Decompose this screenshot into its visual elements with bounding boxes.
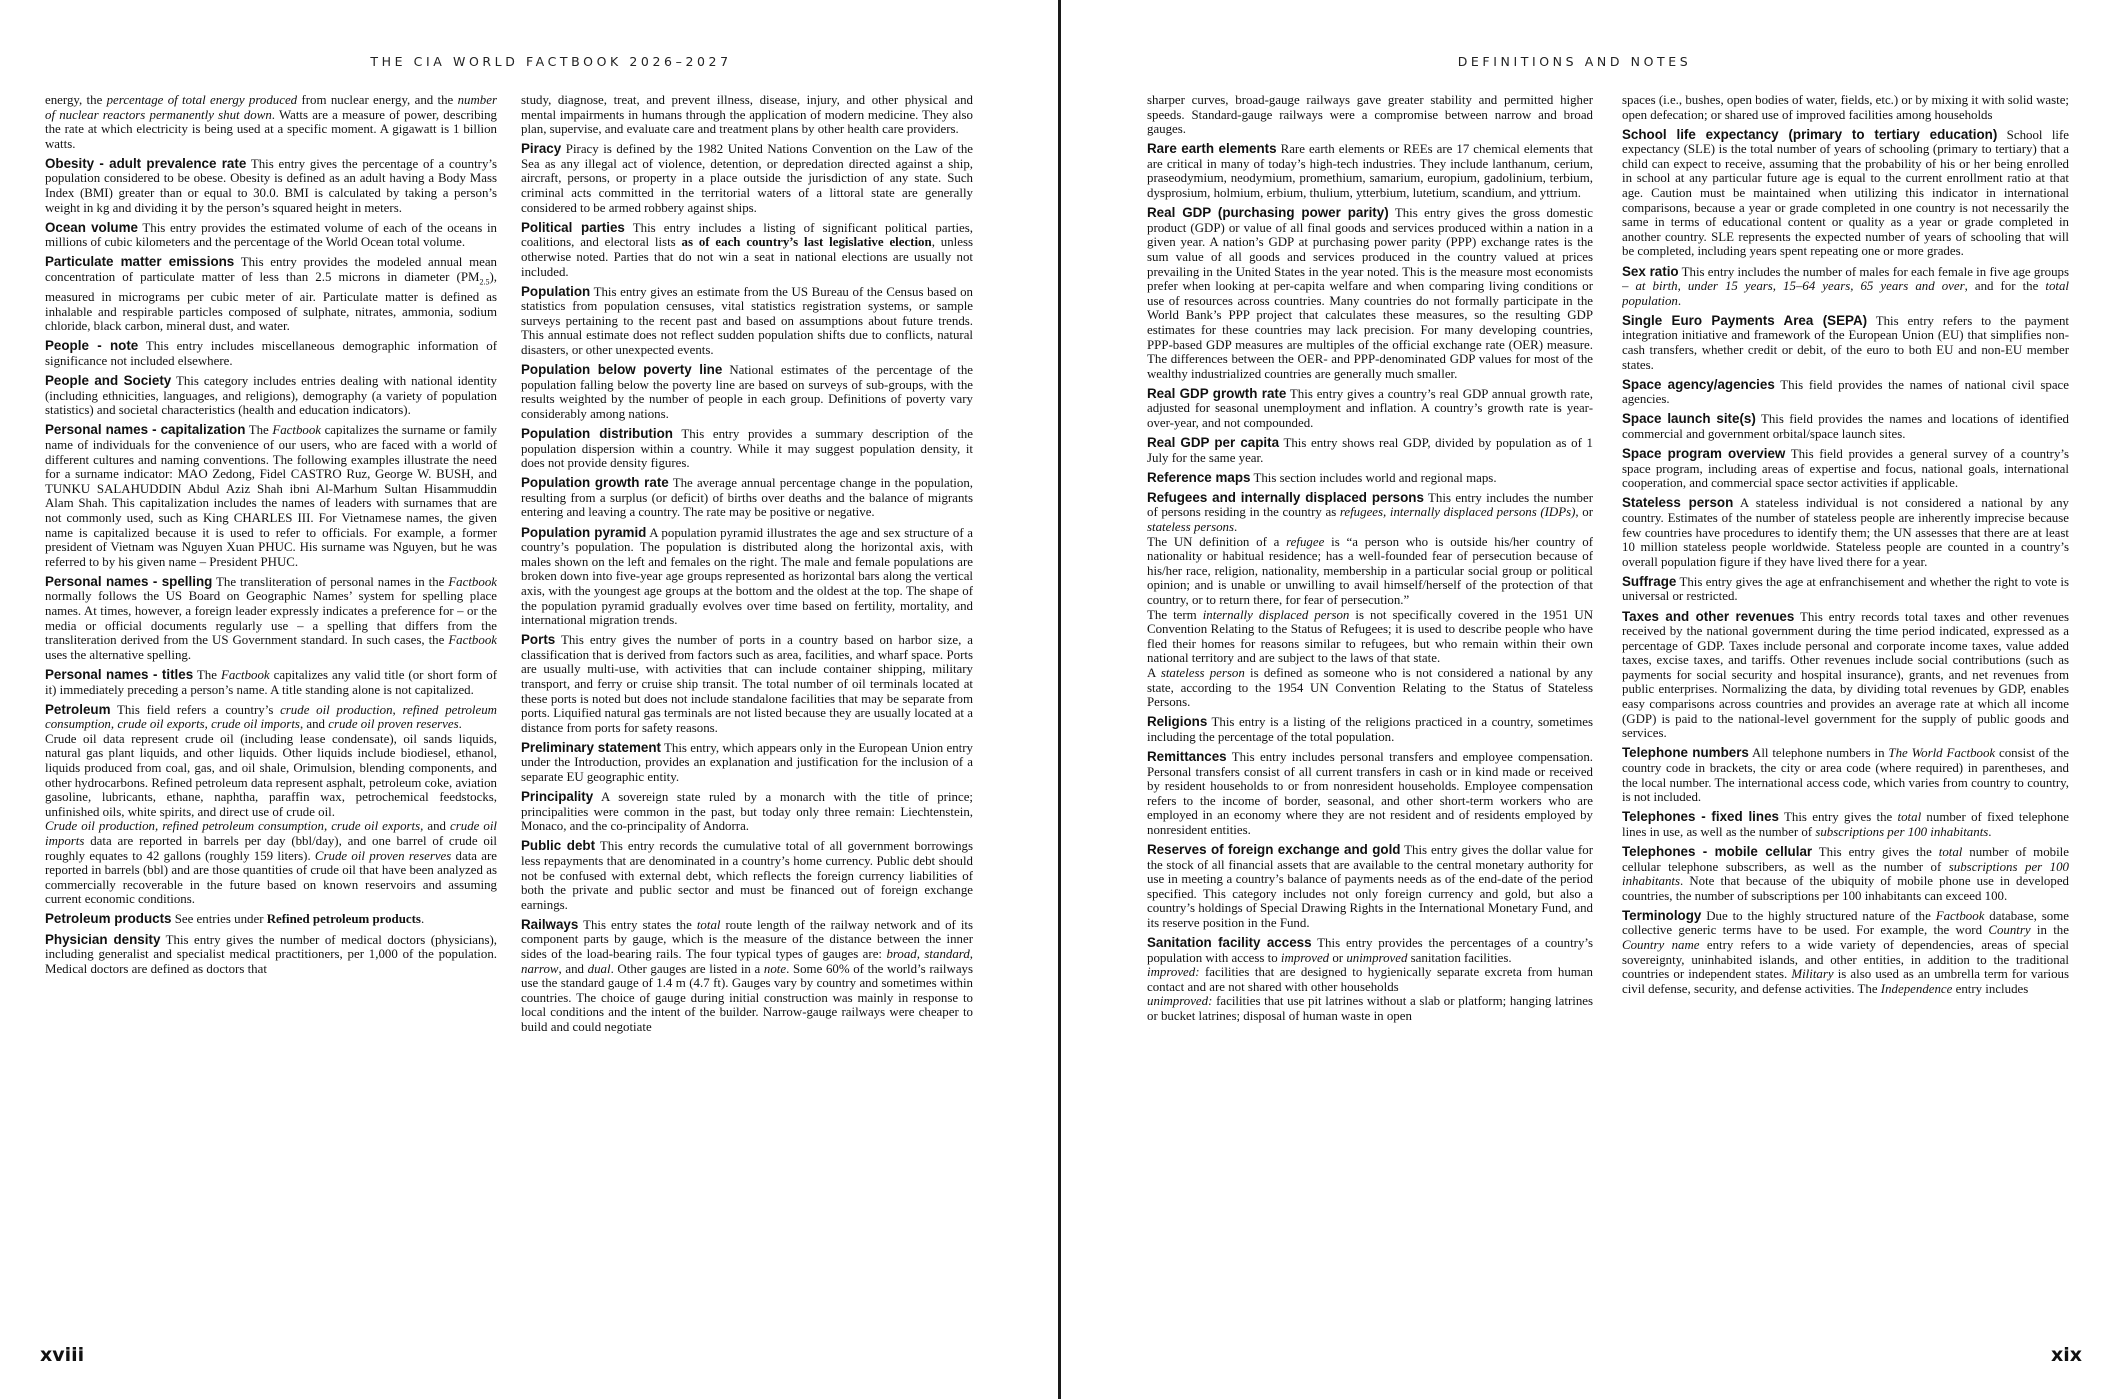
- glossary-entry: [521, 633, 973, 735]
- entry-subparagraph: Crude oil data represent crude oil (including lease condensate), oil sands liquids, natural gas plant liquids, and other liquids. Other liquids include biodiesel, ethanol, liquids produced from coal, gas, and oil shale, Orimulsion, blending components, and other hydrocarbons. Refined petroleum data represent asphalt, petroleum coke, aviation gasoline, lubricants, ethane, naphtha, paraffin wax, petrochemical feedstocks, unfinished oils, white spirits, and direct use of crude oil.: [45, 731, 497, 819]
- entry-term: Physician density: [45, 931, 161, 947]
- glossary-continuation: [1622, 93, 2069, 122]
- left-column-1: [45, 93, 497, 1315]
- entry-definition: This entry gives the percentage of a country’s population considered to be obese. Obesity is defined as an adult having a Body Mass Index (BMI) greater than or equal to 30.0. BMI is calculated by taking a person’s weight in kg and dividing it by the person’s squared height in meters.: [45, 156, 497, 215]
- entry-definition: This entry includes the number of persons residing in the country as refugees, internally displaced persons (IDPs), or stateless persons.: [1147, 490, 1593, 535]
- glossary-entry: [521, 363, 973, 421]
- glossary-entry: [45, 221, 497, 250]
- left-page: [0, 0, 1058, 1399]
- entry-term: Rare earth elements: [1147, 141, 1277, 157]
- glossary-entry: [521, 790, 973, 834]
- page-number-left: xviii: [40, 1344, 85, 1366]
- entry-term: Reference maps: [1147, 469, 1251, 485]
- glossary-entry: [45, 668, 497, 697]
- glossary-entry: [45, 933, 497, 977]
- right-column-1: [1147, 93, 1593, 1315]
- glossary-entry: [1147, 491, 1593, 710]
- glossary-entry: [1622, 909, 2069, 997]
- glossary-entry: [1147, 715, 1593, 744]
- glossary-entry: [1147, 750, 1593, 838]
- entry-term: Ocean volume: [45, 219, 138, 235]
- glossary-entry: [45, 575, 497, 663]
- entry-term: Space program overview: [1622, 446, 1786, 462]
- glossary-entry: [45, 157, 497, 215]
- glossary-entry: [1622, 412, 2069, 441]
- entry-definition: study, diagnose, treat, and prevent illness, disease, injury, and other physical and mental impairments in humans through the application of modern medicine. They also plan, supervise, and evaluate care and treatment plans by other health care providers.: [521, 93, 973, 137]
- entry-term: Railways: [521, 916, 579, 932]
- entry-subparagraph: The term internally displaced person is not specifically covered in the 1951 UN Convention Relating to the Status of Refugees; it is used to describe people who have fled their homes for reasons similar to refugees, but who remain within their own national territory and are subject to the laws of that state.: [1147, 607, 1593, 666]
- glossary-entry: [1147, 436, 1593, 465]
- left-column-2: [521, 93, 973, 1315]
- glossary-entry: [1622, 447, 2069, 491]
- entry-term: Petroleum products: [45, 911, 172, 927]
- entry-term: Petroleum: [45, 701, 111, 717]
- entry-definition: A sovereign state ruled by a monarch with the title of prince; principalities were common in the past, but today only three remain: Liechtenstein, Monaco, and the co-principality of Andorra.: [521, 790, 973, 834]
- entry-definition: This field provides the names of national civil space agencies.: [1622, 377, 2069, 407]
- entry-definition: This entry provides the modeled annual mean concentration of particulate matter of less than 2.5 microns in diameter $(PM_{2.5})$, measured in micrograms per cubic meter of air. Particulate matter is defined as inhalable and respirable particles composed of sulphate, nitrates, ammonia, sodium chloride, black carbon, mineral dust, and water.: [45, 255, 497, 334]
- entry-term: Piracy: [521, 141, 562, 157]
- entry-definition: sharper curves, broad-gauge railways gave greater stability and permitted higher speeds. Standard-gauge railways were a compromise between narrow and broad gauges.: [1147, 93, 1593, 137]
- entry-definition: Due to the highly structured nature of the Factbook database, some collective generic terms have to be used. For example, the word Country in the Country name entry refers to a wide variety of dependencies, areas of special sovereignty, uninhabited islands, and other entities, in addition to the traditional countries or independent states. Military is also used as an umbrella term for various civil defense, security, and defense activities. The Independence entry includes: [1622, 908, 2069, 996]
- entry-definition: School life expectancy (SLE) is the total number of years of schooling (primary to tertiary) that a child can expect to receive, assuming that the probability of his or her being enrolled in school at any particular future age is equal to the current enrollment ratio at that age. Caution must be maintained when utilizing this indicator in international comparisons, because a year or grade completed in one country is not necessarily the same in terms of educational content or quality as a year or grade completed in another country. SLE represents the expected number of years of schooling that will be completed, including years spent repeating one or more grades.: [1622, 127, 2069, 259]
- entry-term: Population: [521, 283, 591, 299]
- entry-term: Terminology: [1622, 907, 1702, 923]
- glossary-continuation: [1147, 93, 1593, 137]
- glossary-entry: [1622, 496, 2069, 569]
- glossary-entry: [521, 741, 973, 785]
- glossary-entry: [1622, 845, 2069, 903]
- glossary-entry: [1147, 936, 1593, 1024]
- glossary-entry: [521, 221, 973, 279]
- glossary-entry: [1622, 265, 2069, 309]
- entry-term: Religions: [1147, 714, 1208, 730]
- entry-definition: This entry is a listing of the religions practiced in a country, sometimes including the percentage of the total population.: [1147, 715, 1593, 744]
- page-number-right: xix: [2050, 1344, 2082, 1366]
- entry-term: Reserves of foreign exchange and gold: [1147, 842, 1401, 857]
- glossary-entry: [45, 255, 497, 334]
- entry-term: Personal names - spelling: [45, 573, 213, 589]
- glossary-entry: [521, 285, 973, 358]
- entry-term: Real GDP growth rate: [1147, 385, 1287, 401]
- entry-term: Population pyramid: [521, 524, 647, 540]
- entry-term: Principality: [521, 789, 594, 805]
- entry-definition: This entry gives the dollar value for the stock of all financial assets that are available to the central monetary authority for use in meeting a country’s balance of payments needs as of the end-date of the period specified. This category includes not only foreign currency and gold, but also a country’s holdings of Special Drawing Rights in the International Monetary Fund, and its reserve position in the Fund.: [1147, 843, 1593, 930]
- entry-term: Space launch site(s): [1622, 411, 1756, 427]
- running-head-right: DEFINITIONS AND NOTES: [1457, 54, 1692, 69]
- right-column-2: [1622, 93, 2069, 1315]
- entry-term: Preliminary statement: [521, 739, 661, 755]
- entry-term: Political parties: [521, 219, 625, 235]
- entry-definition: This entry provides the estimated volume of each of the oceans in millions of cubic kilometers and the percentage of the World Ocean total volume.: [45, 220, 497, 250]
- entry-term: Single Euro Payments Area (SEPA): [1622, 312, 1868, 328]
- entry-definition: Rare earth elements or REEs are 17 chemical elements that are critical in many of today’s high-tech industries. They include lanthanum, cerium, praseodymium, neodymium, promethium, samarium, europium, gadolinium, terbium, dysprosium, holmium, erbium, thulium, ytterbium, lutetium, scandium, and yttrium.: [1147, 142, 1593, 201]
- entry-definition: This field refers a country’s crude oil production, refined petroleum consumption, crude oil exports, crude oil imports, and crude oil proven reserves.: [45, 702, 497, 732]
- glossary-entry: [1147, 142, 1593, 200]
- entry-term: Personal names - titles: [45, 666, 194, 682]
- glossary-entry: [45, 423, 497, 569]
- entry-definition: This entry provides a summary description of the population dispersion within a country. While it may suggest population density, it does not provide density figures.: [521, 426, 973, 471]
- entry-term: School life expectancy (primary to tertiary education): [1622, 126, 1998, 142]
- entry-term: Refugees and internally displaced persons: [1147, 489, 1424, 505]
- entry-term: Obesity - adult prevalence rate: [45, 155, 247, 171]
- glossary-entry: [1147, 206, 1593, 381]
- entry-term: Population distribution: [521, 425, 673, 441]
- entry-definition: This entry includes miscellaneous demographic information of significance not included elsewhere.: [45, 339, 497, 369]
- entry-definition: This entry includes personal transfers and employee compensation. Personal transfers consist of all current transfers in cash or in kind made or received by resident households to or from nonresident households. Employee compensation refers to the income of border, seasonal, and other short-term workers who are employed in an economy where they are not resident and of residents employed by nonresident entities.: [1147, 749, 1593, 837]
- entry-definition: This entry gives a country’s real GDP annual growth rate, adjusted for seasonal unemployment and inflation. A country’s growth rate is year-over-year, and not compounded.: [1147, 386, 1593, 430]
- glossary-continuation: [45, 93, 497, 151]
- entry-definition: This category includes entries dealing with national identity (including ethnicities, languages, and religions), demography (a variety of population statistics) and societal characteristics (health and education indicators).: [45, 374, 497, 418]
- right-page: [1061, 0, 2118, 1399]
- entry-definition: This entry, which appears only in the European Union entry under the Introduction, provides an explanation and justification for the inclusion of a separate EU geographic entity.: [521, 740, 973, 785]
- entry-term: Telephone numbers: [1622, 745, 1749, 761]
- entry-definition: This entry shows real GDP, divided by population as of 1 July for the same year.: [1147, 436, 1593, 465]
- entry-definition: This entry provides the percentages of a country’s population with access to improved or unimproved sanitation facilities.: [1147, 936, 1593, 965]
- entry-definition: This entry gives the number of ports in a country based on harbor size, a classification that is derived from factors such as area, facilities, and wharf space. Ports are usually multi-use, with activities that can include container shipping, military transport, and ferry or cruise ship transit. The total number of oil terminals located at these ports is noted but does not include standalone facilities that may be separate from ports. Liquified natural gas terminals are not listed because they are usually located at a distance from ports for safety reasons.: [521, 633, 973, 735]
- glossary-entry: [1622, 128, 2069, 259]
- entry-term: Suffrage: [1622, 573, 1677, 589]
- entry-subparagraph: unimproved: facilities that use pit latrines without a slab or platform; hanging latrines or bucket latrines; disposal of human waste in open: [1147, 994, 1593, 1024]
- glossary-entry: [1622, 610, 2069, 741]
- glossary-entry: [1622, 575, 2069, 604]
- entry-term: Stateless person: [1622, 495, 1734, 511]
- entry-subparagraph: improved: facilities that are designed to hygienically separate excreta from human contact and are not shared with other households: [1147, 965, 1593, 994]
- entry-definition: This entry gives the age at enfranchisement and whether the right to vote is universal or restricted.: [1622, 574, 2069, 604]
- entry-term: Real GDP (purchasing power parity): [1147, 205, 1389, 221]
- entry-definition: This entry gives the number of medical doctors (physicians), including generalist and specialist medical practitioners, per 1,000 of the population. Medical doctors are defined as doctors that: [45, 932, 497, 976]
- entry-term: Population growth rate: [521, 475, 669, 491]
- entry-term: Remittances: [1147, 748, 1227, 764]
- glossary-entry: [521, 918, 973, 1035]
- entry-definition: This entry records the cumulative total of all government borrowings less repayments that are denominated in a country’s home currency. Public debt should not be confused with external debt, which reflects the foreign currency liabilities of both the private and public sector and must be financed out of foreign exchange earnings.: [521, 839, 973, 912]
- entry-definition: This entry states the total route length of the railway network and of its component parts by gauge, which is the measure of the distance between the inner sides of the load-bearing rails. The four typical types of gauges are: broad, standard, narrow, and dual. Other gauges are listed in a note. Some 60% of the world’s railways use the standard gauge of 1.4 m (4.7 ft). Gauges vary by country and sometimes within countries. The choice of gauge during initial construction was mainly in response to local conditions and the intent of the builder. Narrow-gauge railways were cheaper to build and could negotiate: [521, 917, 973, 1035]
- glossary-entry: [521, 839, 973, 912]
- glossary-entry: [45, 703, 497, 907]
- glossary-entry: [521, 427, 973, 471]
- glossary-entry: [521, 526, 973, 628]
- glossary-entry: [1147, 843, 1593, 931]
- entry-term: Sex ratio: [1622, 263, 1679, 279]
- entry-definition: This entry includes a listing of significant political parties, coalitions, and electoral lists as of each country’s last legislative election, unless otherwise noted. Parties that do not win a seat in national elections are usually not included.: [521, 220, 973, 279]
- entry-term: Telephones - fixed lines: [1622, 809, 1779, 825]
- glossary-entry: [521, 476, 973, 520]
- entry-term: Ports: [521, 632, 556, 648]
- glossary-entry: [45, 912, 497, 927]
- entry-definition: A population pyramid illustrates the age and sex structure of a country’s population. The population is distributed along the horizontal axis, with males shown on the left and females on the right. The male and female populations are broken down into five-year age groups represented as horizontal bars along the vertical axis, with the youngest age groups at the bottom and the oldest at the top. The shape of the population pyramid gradually evolves over time based on fertility, mortality, and international migration trends.: [521, 525, 973, 628]
- entry-definition: This entry gives an estimate from the US Bureau of the Census based on statistics from population censuses, vital statistics registration systems, or sample surveys pertaining to the recent past and based on assumptions about future trends. This annual estimate does not reflect sudden population shifts due to conflicts, natural disasters, or other unexpected events.: [521, 284, 973, 357]
- entry-term: Public debt: [521, 838, 596, 854]
- entry-definition: This section includes world and regional maps.: [1250, 470, 1497, 485]
- glossary-entry: [1622, 746, 2069, 804]
- glossary-entry: [45, 374, 497, 418]
- glossary-entry: [1622, 810, 2069, 839]
- entry-definition: This entry gives the gross domestic product (GDP) or value of all final goods and services produced within a nation in a given year. A nation’s GDP at purchasing power parity (PPP) exchange rates is the sum value of all goods and services produced in the country valued at prices prevailing in the United States in the year noted. This is the measure most economists prefer when looking at per-capita welfare and when comparing living conditions or use of resources across countries. Many countries do not formally participate in the World Bank’s PPP project that calculates these measures, so the resulting GDP estimates for these countries may lack precision. For many developing countries, PPP-based GDP measures are multiples of the official exchange rate (OER) measure. The differences between the OER- and PPP-denominated GDP values for most of the wealthy industrialized countries are generally much smaller.: [1147, 206, 1593, 381]
- entry-subparagraph: Crude oil production, refined petroleum consumption, crude oil exports, and crude oil imports data are reported in barrels per day (bbl/day), and one barrel of crude oil roughly equates to 42 gallons (roughly 159 liters). Crude oil proven reserves data are reported in barrels (bbl) and are those quantities of crude oil that have been analyzed as commercially recoverable in the future based on known reservoirs and assuming current economic conditions.: [45, 819, 497, 907]
- glossary-entry: [1147, 471, 1593, 486]
- entry-term: Particulate matter emissions: [45, 254, 235, 270]
- entry-definition: Piracy is defined by the 1982 United Nations Convention on the Law of the Sea as any illegal act of violence, detention, or depredation directed against a ship, aircraft, persons, or property in a place outside the jurisdiction of any state. Such criminal acts committed in the territorial waters of a littoral state are generally considered to be armed robbery against ships.: [521, 142, 973, 215]
- entry-definition: The average annual percentage change in the population, resulting from a surplus (or deficit) of births over deaths and the balance of migrants entering and leaving a country. The rate may be positive or negative.: [521, 476, 973, 520]
- entry-definition: This entry gives the total number of mobile cellular telephone subscribers, as well as the number of subscriptions per 100 inhabitants. Note that because of the ubiquity of mobile phone use in developed countries, the number of subscriptions per 100 inhabitants can exceed 100.: [1622, 844, 2069, 903]
- entry-definition: The transliteration of personal names in the Factbook normally follows the US Board on Geographic Names’ system for spelling place names. At times, however, a foreign leader expressly indicates a preference for – or the media or official documents regularly use – a spelling that differs from the transliteration derived from the US Government standard. In such cases, the Factbook uses the alternative spelling.: [45, 574, 497, 662]
- entry-definition: All telephone numbers in The World Factbook consist of the country code in brackets, the city or area code (where required) in parentheses, and the local number. The international access code, which varies from country to country, is not included.: [1622, 746, 2069, 805]
- glossary-entry: [1147, 387, 1593, 431]
- entry-definition: National estimates of the percentage of the population falling below the poverty line are based on surveys of sub-groups, with the results weighted by the number of people in each group. Definitions of poverty vary considerably among nations.: [521, 363, 973, 421]
- entry-definition: The Factbook capitalizes the surname or family name of individuals for the convenience of our users, who are faced with a world of different cultures and naming conventions. The following examples illustrate the need for a surname indicator: MAO Zedong, Fidel CASTRO Ruz, George W. BUSH, and TUNKU SALAHUDDIN Abdul Aziz Shah ibni Al-Marhum Sultan Hisammuddin Alam Shah. This capitalization includes the names of leaders with surnames that are not commonly used, such as King CHARLES III. For Vietnamese names, the given name is capitalized because it is used to refer to officials. For example, a former president of Vietnam was Nguyen Xuan PHUC. His surname was Nguyen, but he was referred to by his given name – President PHUC.: [45, 423, 497, 569]
- entry-term: Space agency/agencies: [1622, 376, 1775, 392]
- entry-definition: This entry includes the number of males for each female in five age groups – at birth, under 15 years, 15–64 years, 65 years and over, and for the total population.: [1622, 264, 2069, 308]
- entry-definition: This entry records total taxes and other revenues received by the national government during the time period indicated, expressed as a percentage of GDP. Taxes include personal and corporate income taxes, value added taxes, excise taxes, and tariffs. Other revenues include social contributions (such as payments for social security and hospital insurance), grants, and net revenues from public enterprises. Normalizing the data, by dividing total revenues by GDP, enables easy comparisons across countries and provides an average rate at which all income (GDP) is paid to the national-level government for the supply of public goods and services.: [1622, 609, 2069, 741]
- entry-term: Telephones - mobile cellular: [1622, 843, 1813, 859]
- entry-definition: This field provides a general survey of a country’s space program, including areas of expertise and focus, national goals, international cooperation, and commercial space sector activities if applicable.: [1622, 447, 2069, 491]
- entry-definition: This entry refers to the payment integration initiative and framework of the European Union (EU) that simplifies non-cash transfers, whether credit or debit, of the euro to both EU and non-EU member states.: [1622, 313, 2069, 372]
- entry-term: Population below poverty line: [521, 362, 723, 378]
- entry-term: Taxes and other revenues: [1622, 608, 1795, 624]
- entry-term: Real GDP per capita: [1147, 435, 1280, 451]
- glossary-entry: [45, 339, 497, 368]
- entry-subparagraph: A stateless person is defined as someone who is not considered a national by any state, according to the 1954 UN Convention Relating to the Status of Stateless Persons.: [1147, 665, 1593, 710]
- entry-definition: The Factbook capitalizes any valid title (or short form of it) immediately preceding a person’s name. A title standing alone is not capitalized.: [45, 667, 497, 697]
- entry-definition: See entries under Refined petroleum products.: [171, 912, 425, 927]
- entry-definition: A stateless individual is not considered a national by any country. Estimates of the number of stateless people are inherently imprecise because few countries have procedures to identify them; the UN assesses that there are at least 10 million stateless people worldwide. Stateless people are counted in a country’s overall population figure if they have lived there for a year.: [1622, 496, 2069, 569]
- entry-term: People - note: [45, 338, 139, 354]
- glossary-continuation: [521, 93, 973, 137]
- entry-term: Personal names - capitalization: [45, 422, 246, 438]
- glossary-entry: [1622, 314, 2069, 372]
- entry-definition: energy, the percentage of total energy produced from nuclear energy, and the number of nuclear reactors permanently shut down. Watts are a measure of power, describing the rate at which electricity is being used at a specific moment. A gigawatt is 1 billion watts.: [45, 93, 497, 151]
- entry-term: Sanitation facility access: [1147, 935, 1312, 951]
- entry-definition: This entry gives the total number of fixed telephone lines in use, as well as the number of subscriptions per 100 inhabitants.: [1622, 810, 2069, 839]
- glossary-entry: [1622, 378, 2069, 407]
- entry-definition: spaces (i.e., bushes, open bodies of water, fields, etc.) or by mixing it with solid waste; open defecation; or shared use of improved facilities among households: [1622, 93, 2069, 122]
- glossary-entry: [521, 142, 973, 215]
- entry-definition: This field provides the names and locations of identified commercial and government orbital/space launch sites.: [1622, 412, 2069, 441]
- entry-term: People and Society: [45, 373, 172, 389]
- running-head-left: THE CIA WORLD FACTBOOK 2026–2027: [370, 54, 732, 69]
- entry-subparagraph: The UN definition of a refugee is “a person who is outside his/her country of nationality or habitual residence; has a well-founded fear of persecution because of his/her race, religion, nationality, membership in a particular social group or political opinion; and is unable or unwilling to avail himself/herself of the protection of that country, or to return there, for fear of persecution.”: [1147, 534, 1593, 607]
